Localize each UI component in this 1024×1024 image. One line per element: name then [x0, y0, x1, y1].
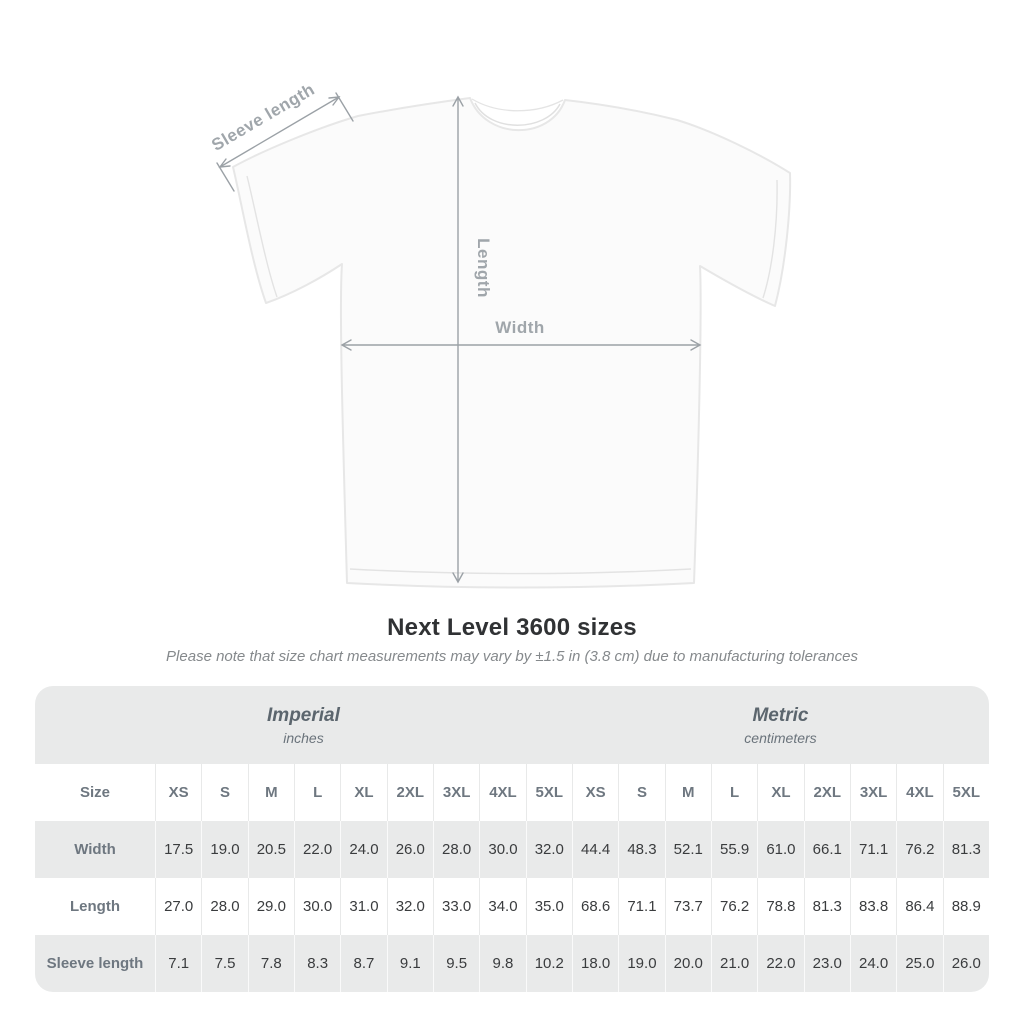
- measurement-cell: 31.0: [340, 878, 386, 935]
- sleeve-length-label: Sleeve length: [208, 79, 319, 155]
- measurement-cell: 26.0: [943, 935, 989, 992]
- measurement-cell: 20.0: [665, 935, 711, 992]
- length-label: Length: [474, 238, 493, 298]
- collar-back-seam: [472, 99, 563, 111]
- measurement-cell: 61.0: [757, 821, 803, 878]
- size-col-header-l: L: [711, 764, 757, 821]
- imperial-unit-label: inches: [283, 729, 324, 746]
- size-chart-table: [35, 686, 989, 992]
- measurement-cell: 7.8: [248, 935, 294, 992]
- size-col-header-s: S: [201, 764, 247, 821]
- measurement-cell: 30.0: [294, 878, 340, 935]
- measurement-cell: 32.0: [387, 878, 433, 935]
- measurement-cell: 48.3: [618, 821, 664, 878]
- measurement-cell: 83.8: [850, 878, 896, 935]
- measurement-cell: 86.4: [896, 878, 942, 935]
- measurement-cell: 35.0: [526, 878, 572, 935]
- measurement-cell: 66.1: [804, 821, 850, 878]
- measurement-cell: 33.0: [433, 878, 479, 935]
- measurement-cell: 71.1: [850, 821, 896, 878]
- measurement-cell: 19.0: [618, 935, 664, 992]
- measurement-cell: 9.8: [479, 935, 525, 992]
- measurement-cell: 68.6: [572, 878, 618, 935]
- size-col-header-5xl: 5XL: [943, 764, 989, 821]
- size-col-header-xl: XL: [757, 764, 803, 821]
- measurement-cell: 78.8: [757, 878, 803, 935]
- unit-group-row: [35, 686, 989, 764]
- measurement-cell: 18.0: [572, 935, 618, 992]
- size-col-header-m: M: [665, 764, 711, 821]
- size-chart-table-container: [35, 686, 989, 992]
- measurement-cell: 8.7: [340, 935, 386, 992]
- measurement-cell: 23.0: [804, 935, 850, 992]
- size-chart-heading: [0, 614, 1024, 665]
- measurement-cell: 24.0: [340, 821, 386, 878]
- table-row-sleeve-length: [35, 935, 989, 992]
- measurement-cell: 52.1: [665, 821, 711, 878]
- measurement-cell: 7.1: [155, 935, 201, 992]
- measurement-cell: 10.2: [526, 935, 572, 992]
- measurement-cell: 44.4: [572, 821, 618, 878]
- measurement-cell: 30.0: [479, 821, 525, 878]
- table-row-length: [35, 878, 989, 935]
- size-col-header-2xl: 2XL: [387, 764, 433, 821]
- row-label: Width: [74, 841, 116, 858]
- size-column-header: Size: [79, 784, 110, 801]
- metric-group-label: Metric: [752, 704, 809, 726]
- measurement-cell: 27.0: [155, 878, 201, 935]
- measurement-cell: 24.0: [850, 935, 896, 992]
- size-col-header-xl: XL: [340, 764, 386, 821]
- size-col-header-4xl: 4XL: [479, 764, 525, 821]
- size-col-header-m: M: [248, 764, 294, 821]
- size-col-header-s: S: [618, 764, 664, 821]
- measurement-cell: 32.0: [526, 821, 572, 878]
- page-title: Next Level 3600 sizes: [387, 614, 637, 641]
- measurement-cell: 9.1: [387, 935, 433, 992]
- unit-group-metric: [572, 686, 989, 764]
- size-col-header-4xl: 4XL: [896, 764, 942, 821]
- row-label: Sleeve length: [46, 955, 144, 972]
- measurement-cell: 8.3: [294, 935, 340, 992]
- measurement-cell: 29.0: [248, 878, 294, 935]
- measurement-cell: 25.0: [896, 935, 942, 992]
- imperial-group-label: Imperial: [267, 704, 340, 726]
- unit-group-imperial: [35, 686, 572, 764]
- size-col-header-2xl: 2XL: [804, 764, 850, 821]
- table-row-width: [35, 821, 989, 878]
- measurement-cell: 71.1: [618, 878, 664, 935]
- measurement-cell: 26.0: [387, 821, 433, 878]
- measurement-cell: 20.5: [248, 821, 294, 878]
- size-col-header-xs: XS: [572, 764, 618, 821]
- size-col-header-xs: XS: [155, 764, 201, 821]
- tshirt-illustration: [233, 98, 790, 588]
- measurement-cell: 19.0: [201, 821, 247, 878]
- measurement-cell: 9.5: [433, 935, 479, 992]
- size-col-header-3xl: 3XL: [433, 764, 479, 821]
- row-label: Length: [70, 898, 120, 915]
- size-header-row: [35, 764, 989, 821]
- measurement-cell: 76.2: [896, 821, 942, 878]
- measurement-cell: 76.2: [711, 878, 757, 935]
- size-col-header-3xl: 3XL: [850, 764, 896, 821]
- measurement-cell: 28.0: [201, 878, 247, 935]
- measurement-cell: 21.0: [711, 935, 757, 992]
- measurement-cell: 17.5: [155, 821, 201, 878]
- measurement-cell: 88.9: [943, 878, 989, 935]
- measurement-cell: 81.3: [943, 821, 989, 878]
- measurement-cell: 73.7: [665, 878, 711, 935]
- measurement-cell: 81.3: [804, 878, 850, 935]
- size-col-header-5xl: 5XL: [526, 764, 572, 821]
- measurement-cell: 7.5: [201, 935, 247, 992]
- metric-unit-label: centimeters: [744, 729, 817, 746]
- measurement-cell: 55.9: [711, 821, 757, 878]
- width-label: Width: [495, 318, 545, 337]
- measurement-cell: 22.0: [757, 935, 803, 992]
- measurement-cell: 34.0: [479, 878, 525, 935]
- measurement-cell: 22.0: [294, 821, 340, 878]
- tolerance-note: Please note that size chart measurements may vary by ±1.5 in (3.8 cm) due to manufacturing tolerances: [166, 648, 858, 665]
- size-col-header-l: L: [294, 764, 340, 821]
- measurement-cell: 28.0: [433, 821, 479, 878]
- measurements-body: [35, 821, 989, 992]
